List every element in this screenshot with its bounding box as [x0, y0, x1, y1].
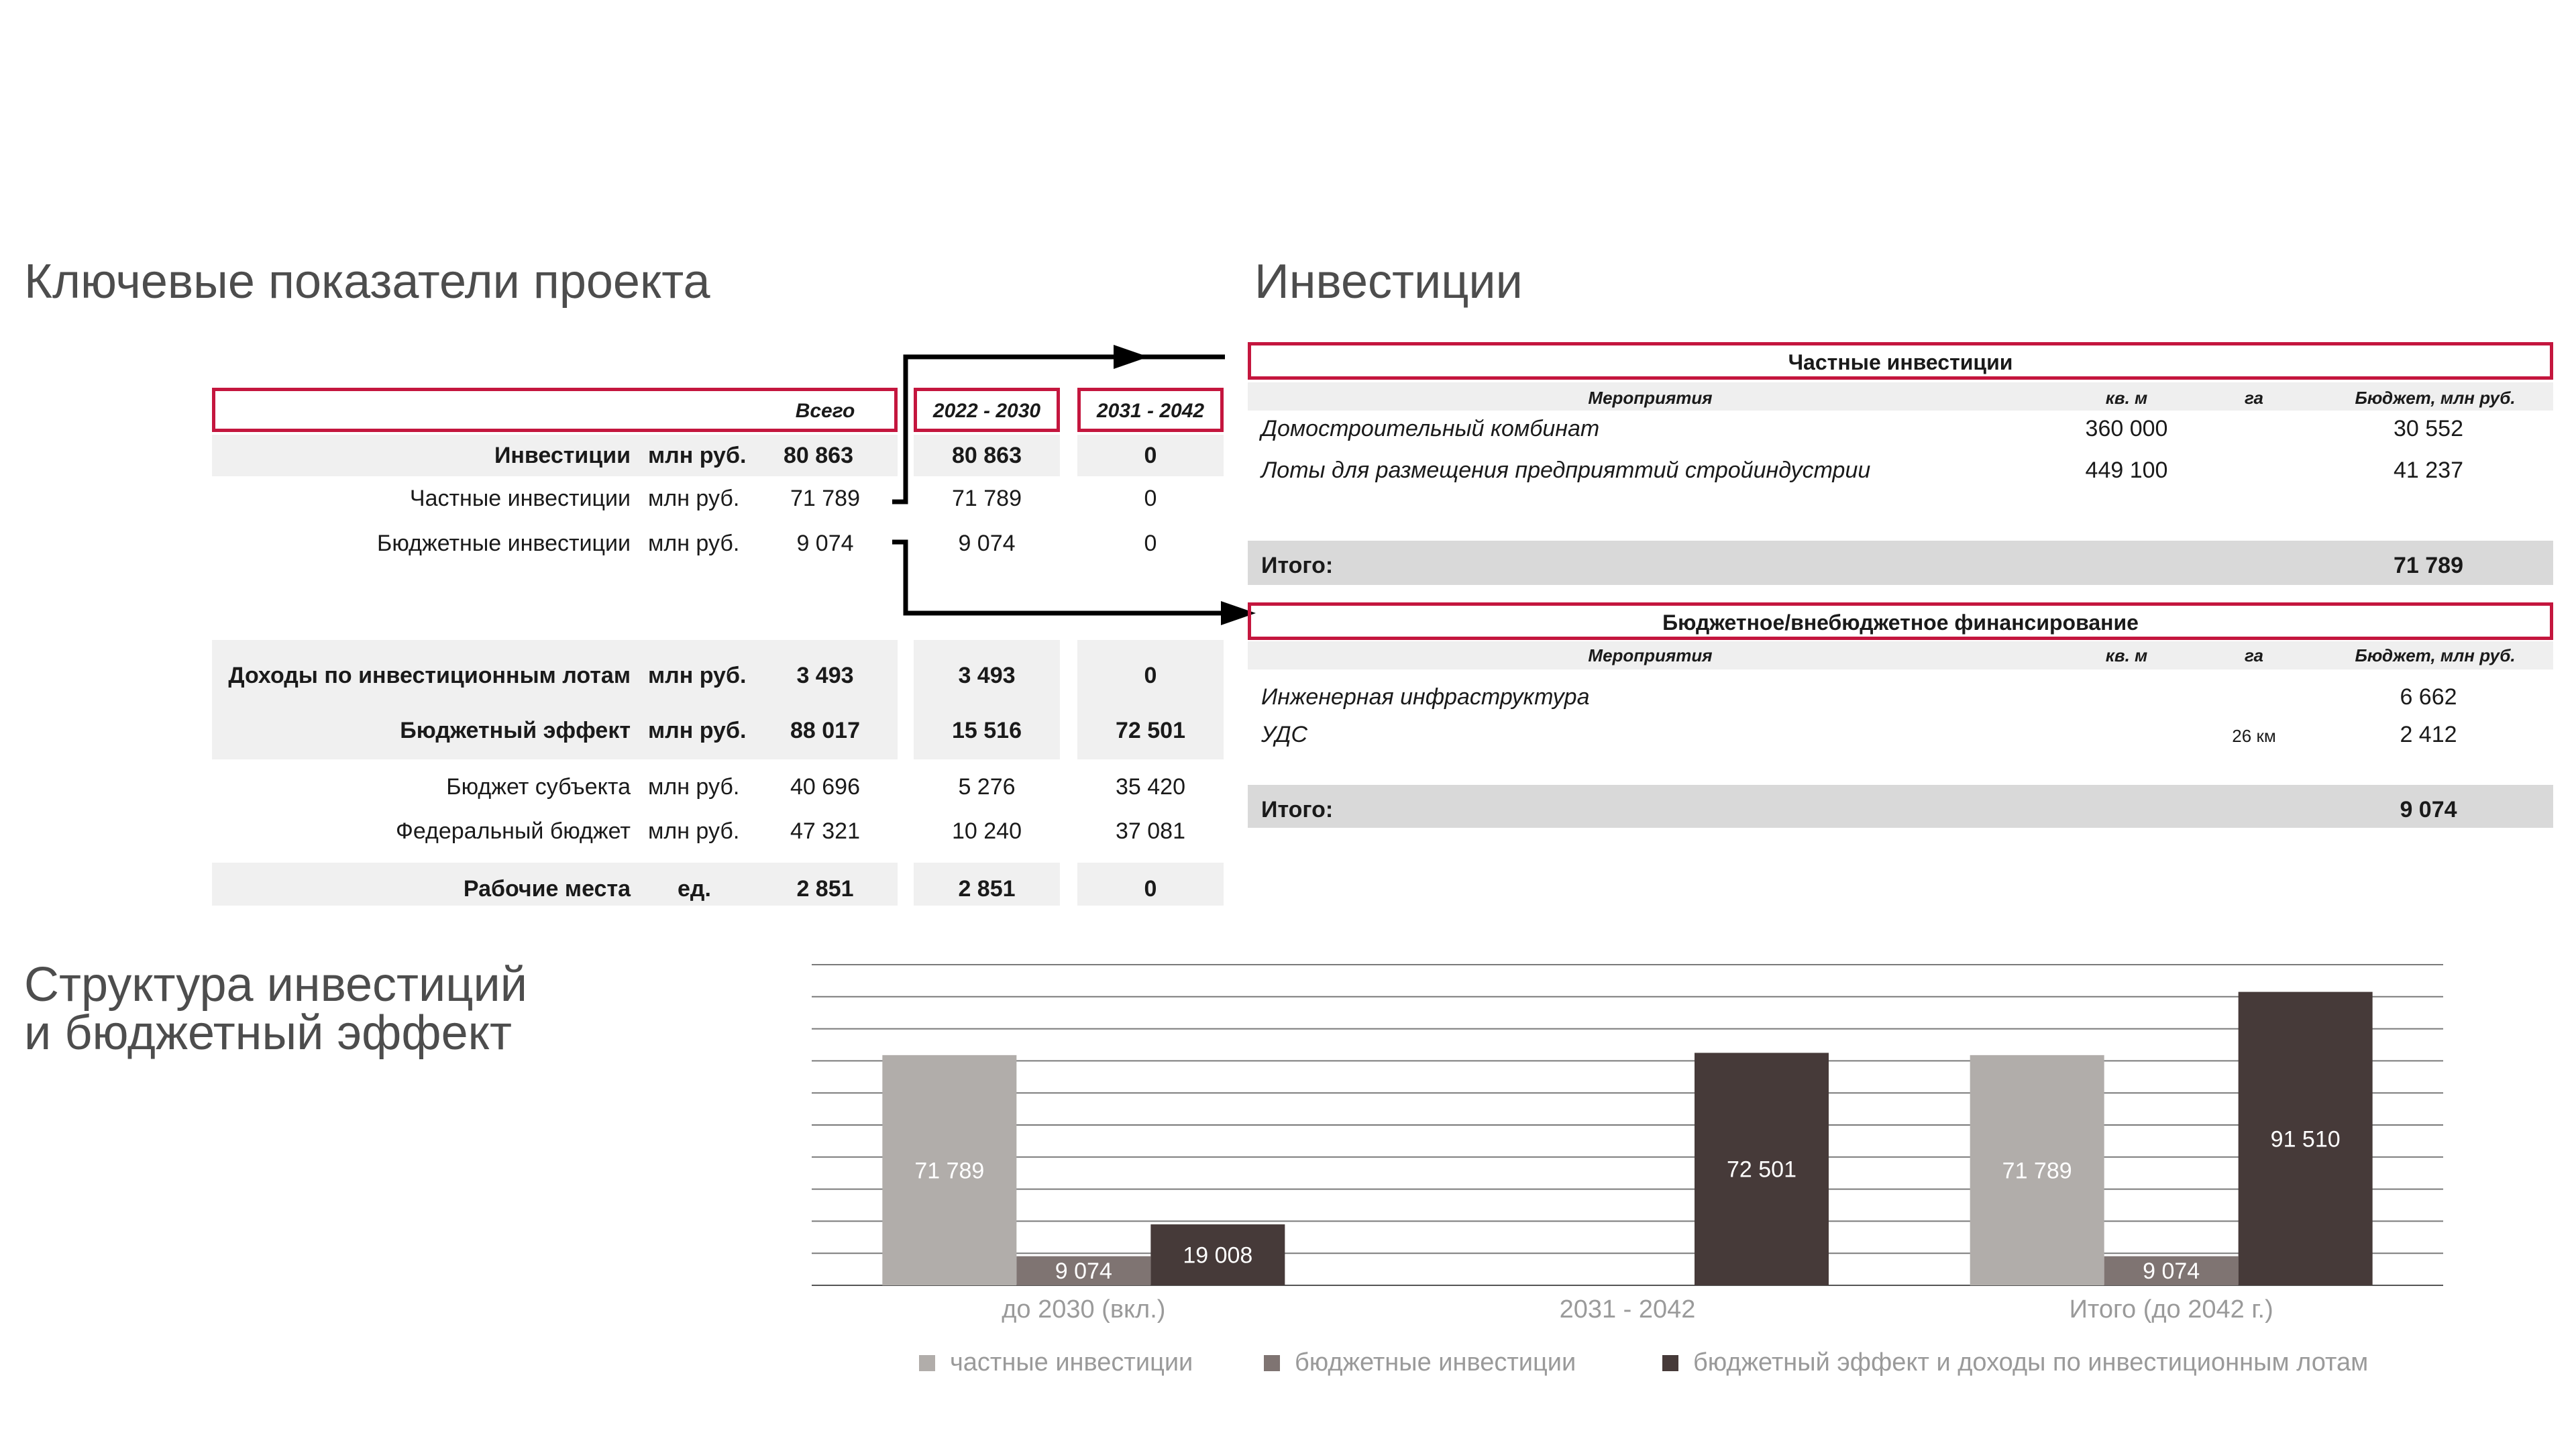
investments-title: Инвестиции: [1254, 255, 1523, 309]
private-row-budget: 30 552: [2394, 416, 2463, 441]
kpi-row-unit: ед.: [678, 876, 711, 902]
private-title: Частные инвестиции: [1788, 350, 2013, 374]
private-row-budget: 41 237: [2394, 458, 2463, 483]
structure-title-line1: Структура инвестиций: [24, 958, 527, 1012]
kpi-row-total: 3 493: [796, 663, 854, 688]
budget-col-event: Мероприятия: [1588, 645, 1713, 665]
kpi-row-unit: млн руб.: [648, 718, 747, 743]
structure-title-line2: и бюджетный эффект: [24, 1006, 512, 1060]
kpi-row-label: Инвестиции: [494, 443, 631, 468]
kpi-row-unit: млн руб.: [648, 774, 740, 800]
legend-label: частные инвестиции: [950, 1348, 1193, 1377]
private-col-event: Мероприятия: [1588, 388, 1713, 408]
budget-row-ha: 26 км: [2232, 726, 2276, 746]
kpi-row-p2: 0: [1144, 443, 1157, 468]
kpi-row-unit: млн руб.: [648, 443, 747, 468]
private-col-budget: Бюджет, млн руб.: [2355, 388, 2516, 408]
private-row-area: 449 100: [2085, 458, 2168, 483]
kpi-row-p1: 15 516: [952, 718, 1022, 743]
legend-swatch: [919, 1355, 935, 1371]
private-row-name: Домостроительный комбинат: [1261, 416, 1600, 441]
legend-label: бюджетный эффект и доходы по инвестиционным лотам: [1693, 1348, 2369, 1377]
kpi-row-p1: 9 074: [958, 531, 1016, 556]
private-row-name: Лоты для размещения предприяттий стройиндустрии: [1261, 458, 1871, 483]
legend-label: бюджетные инвестиции: [1295, 1348, 1576, 1377]
kpi-row-label: Федеральный бюджет: [396, 818, 631, 844]
data-label: 72 501: [1727, 1157, 1796, 1183]
budget-row-name: Инженерная инфраструктура: [1261, 684, 1590, 710]
kpi-row-p2: 0: [1144, 663, 1157, 688]
kpi-row-p1: 3 493: [958, 663, 1016, 688]
kpi-row-total: 71 789: [790, 486, 860, 511]
private-col-ha: га: [2245, 388, 2263, 408]
kpi-row-p2: 0: [1144, 486, 1157, 511]
private-row-area: 360 000: [2085, 416, 2168, 441]
kpi-row-total: 9 074: [796, 531, 854, 556]
data-label: 9 074: [2143, 1258, 2200, 1284]
kpi-row-label: Рабочие места: [463, 876, 631, 902]
legend-swatch: [1264, 1355, 1280, 1371]
kpi-title: Ключевые показатели проекта: [24, 255, 710, 309]
budget-total-value: 9 074: [2400, 797, 2457, 822]
kpi-row-total: 47 321: [790, 818, 860, 844]
kpi-row-p2: 0: [1144, 531, 1157, 556]
kpi-row-p1: 10 240: [952, 818, 1022, 844]
data-label: 91 510: [2270, 1126, 2341, 1152]
budget-col-ha: га: [2245, 645, 2263, 665]
kpi-row-p1: 80 863: [952, 443, 1022, 468]
kpi-row-total: 40 696: [790, 774, 860, 800]
kpi-row-total: 2 851: [796, 876, 854, 902]
budget-row-budget: 6 662: [2400, 684, 2457, 710]
budget-title: Бюджетное/внебюджетное финансирование: [1662, 610, 2139, 635]
budget-row-name: УДС: [1261, 722, 1308, 747]
kpi-row-label: Бюджетный эффект: [400, 718, 631, 743]
data-label: 9 074: [1055, 1258, 1112, 1284]
data-label: 71 789: [2002, 1158, 2072, 1184]
kpi-row-unit: млн руб.: [648, 663, 747, 688]
kpi-row-p1: 71 789: [952, 486, 1022, 511]
kpi-row-p2: 37 081: [1116, 818, 1185, 844]
kpi-row-p2: 72 501: [1116, 718, 1185, 743]
data-label: 71 789: [914, 1158, 985, 1184]
kpi-row-p2: 0: [1144, 876, 1157, 902]
legend-swatch: [1662, 1355, 1678, 1371]
budget-col-area: кв. м: [2105, 645, 2148, 665]
private-total-value: 71 789: [2394, 553, 2463, 578]
budget-row-budget: 2 412: [2400, 722, 2457, 747]
private-total-label: Итого:: [1261, 553, 1334, 578]
kpi-row-unit: млн руб.: [648, 818, 740, 844]
budget-col-budget: Бюджет, млн руб.: [2355, 645, 2516, 665]
kpi-header-p1: 2022 - 2030: [932, 400, 1041, 422]
data-label: 19 008: [1183, 1242, 1253, 1269]
kpi-row-unit: млн руб.: [648, 531, 740, 556]
private-col-area: кв. м: [2105, 388, 2148, 408]
category-label: до 2030 (вкл.): [1002, 1295, 1166, 1324]
category-label: 2031 - 2042: [1559, 1295, 1696, 1324]
kpi-row-unit: млн руб.: [648, 486, 740, 511]
kpi-header-p2: 2031 - 2042: [1096, 400, 1205, 422]
kpi-row-p1: 5 276: [958, 774, 1016, 800]
kpi-row-label: Бюджетные инвестиции: [377, 531, 631, 556]
kpi-row-total: 88 017: [790, 718, 860, 743]
budget-total-label: Итого:: [1261, 797, 1334, 822]
kpi-row-label: Бюджет субъекта: [446, 774, 631, 800]
kpi-row-total: 80 863: [784, 443, 853, 468]
kpi-row-label: Частные инвестиции: [409, 486, 631, 511]
category-label: Итого (до 2042 г.): [2069, 1295, 2273, 1324]
kpi-header-total: Всего: [795, 400, 855, 422]
kpi-row-label: Доходы по инвестиционным лотам: [228, 663, 631, 688]
kpi-row-p2: 35 420: [1116, 774, 1185, 800]
kpi-row-p1: 2 851: [958, 876, 1016, 902]
